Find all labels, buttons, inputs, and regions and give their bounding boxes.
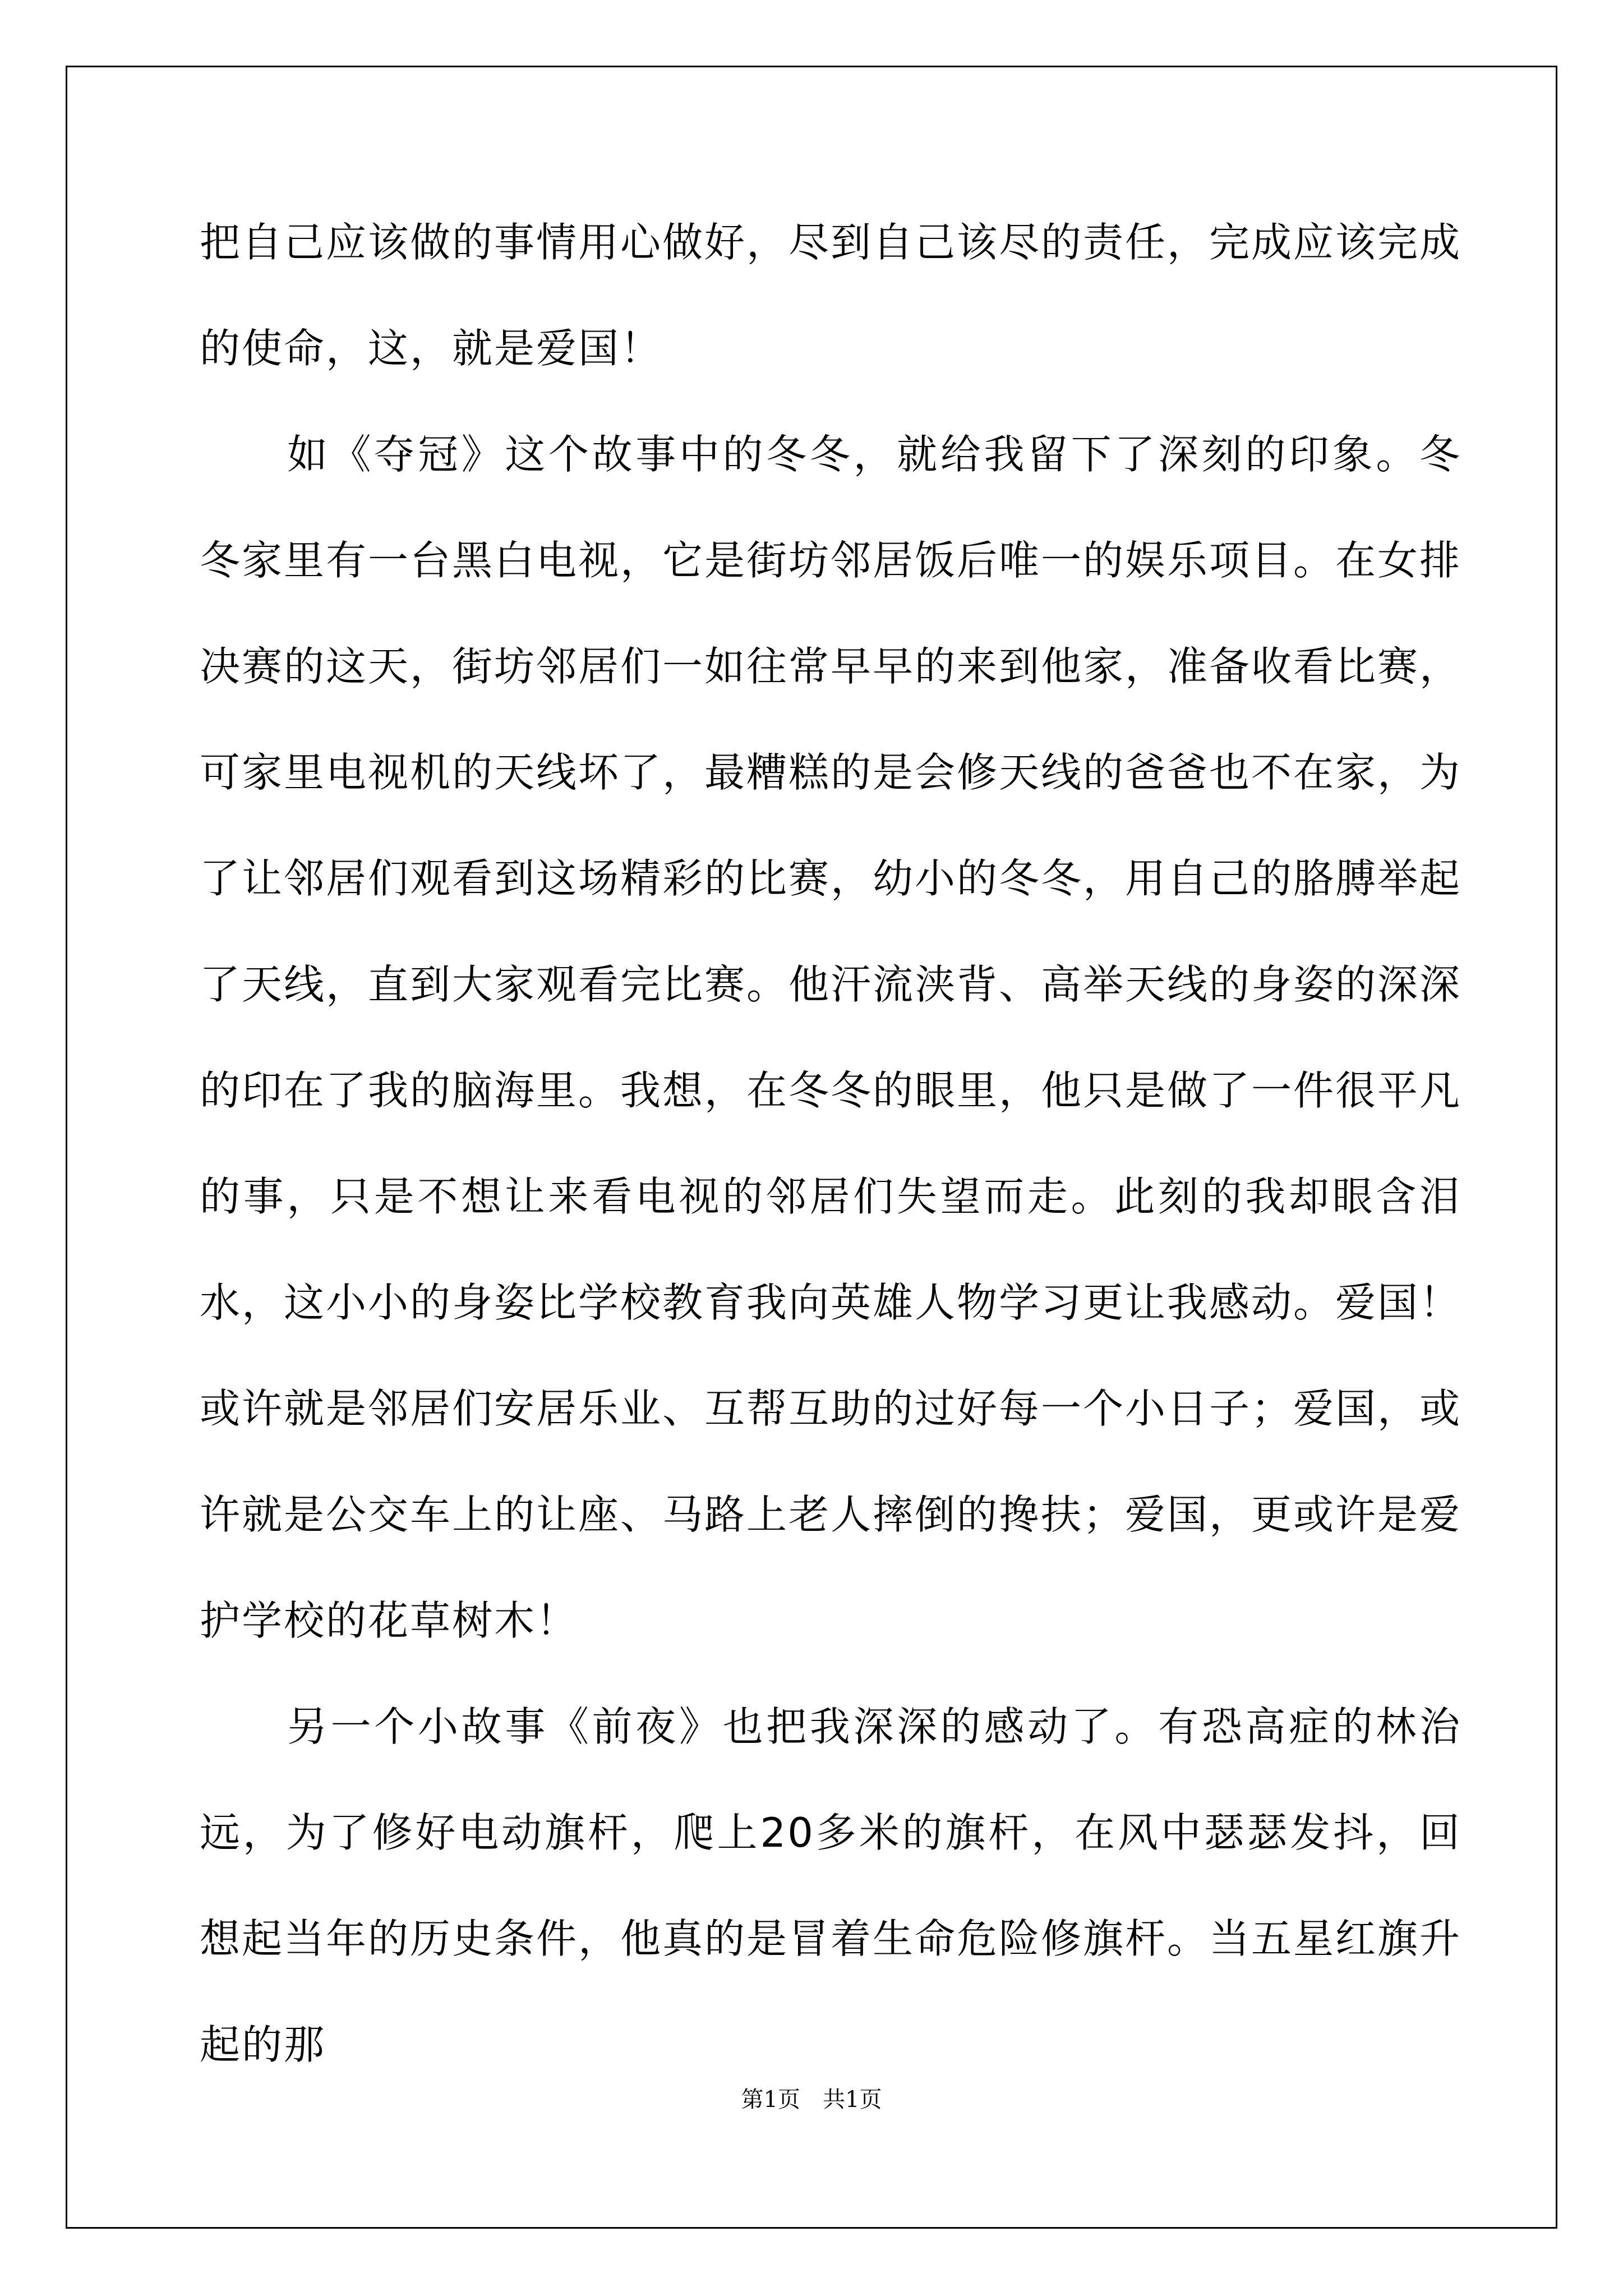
paragraph-2: 如《夺冠》这个故事中的冬冬，就给我留下了深刻的印象。冬冬家里有一台黑白电视，它是街坊邻居饭后唯一的娱乐项目。在女排决赛的这天，街坊邻居们一如往常早早的来到他家，准备收看比赛，可家里电视机的天线坏了，最糟糕的是会修天线的爸爸也不在家，为了让邻居们观看到这场精彩的比赛，幼小的冬冬，用自己的胳膊举起了天线，直到大家观看完比赛。他汗流浃背、高举天线的身姿的深深的印在了我的脑海里。我想，在冬冬的眼里，他只是做了一件很平凡的事，只是不想让来看电视的邻居们失望而走。此刻的我却眼含泪水，这小小的身姿比学校教育我向英雄人物学习更让我感动。爱国！或许就是邻居们安居乐业、互帮互助的过好每一个小日子；爱国，或许就是公交车上的让座、马路上老人摔倒的搀扶；爱国，更或许是爱护学校的花草树木！: [200, 431, 1462, 1644]
document-body: [200, 190, 1461, 2098]
page-footer: 第1页 共1页: [741, 2087, 882, 2113]
paragraph-1: 把自己应该做的事情用心做好，尽到自己该尽的责任，完成应该完成的使命，这，就是爱国！: [200, 219, 1462, 372]
paragraph-3: 另一个小故事《前夜》也把我深深的感动了。有恐高症的林治远，为了修好电动旗杆，爬上20多米的旗杆，在风中瑟瑟发抖，回想起当年的历史条件，他真的是冒着生命危险修旗杆。当五星红旗升起的那: [200, 1703, 1462, 2068]
